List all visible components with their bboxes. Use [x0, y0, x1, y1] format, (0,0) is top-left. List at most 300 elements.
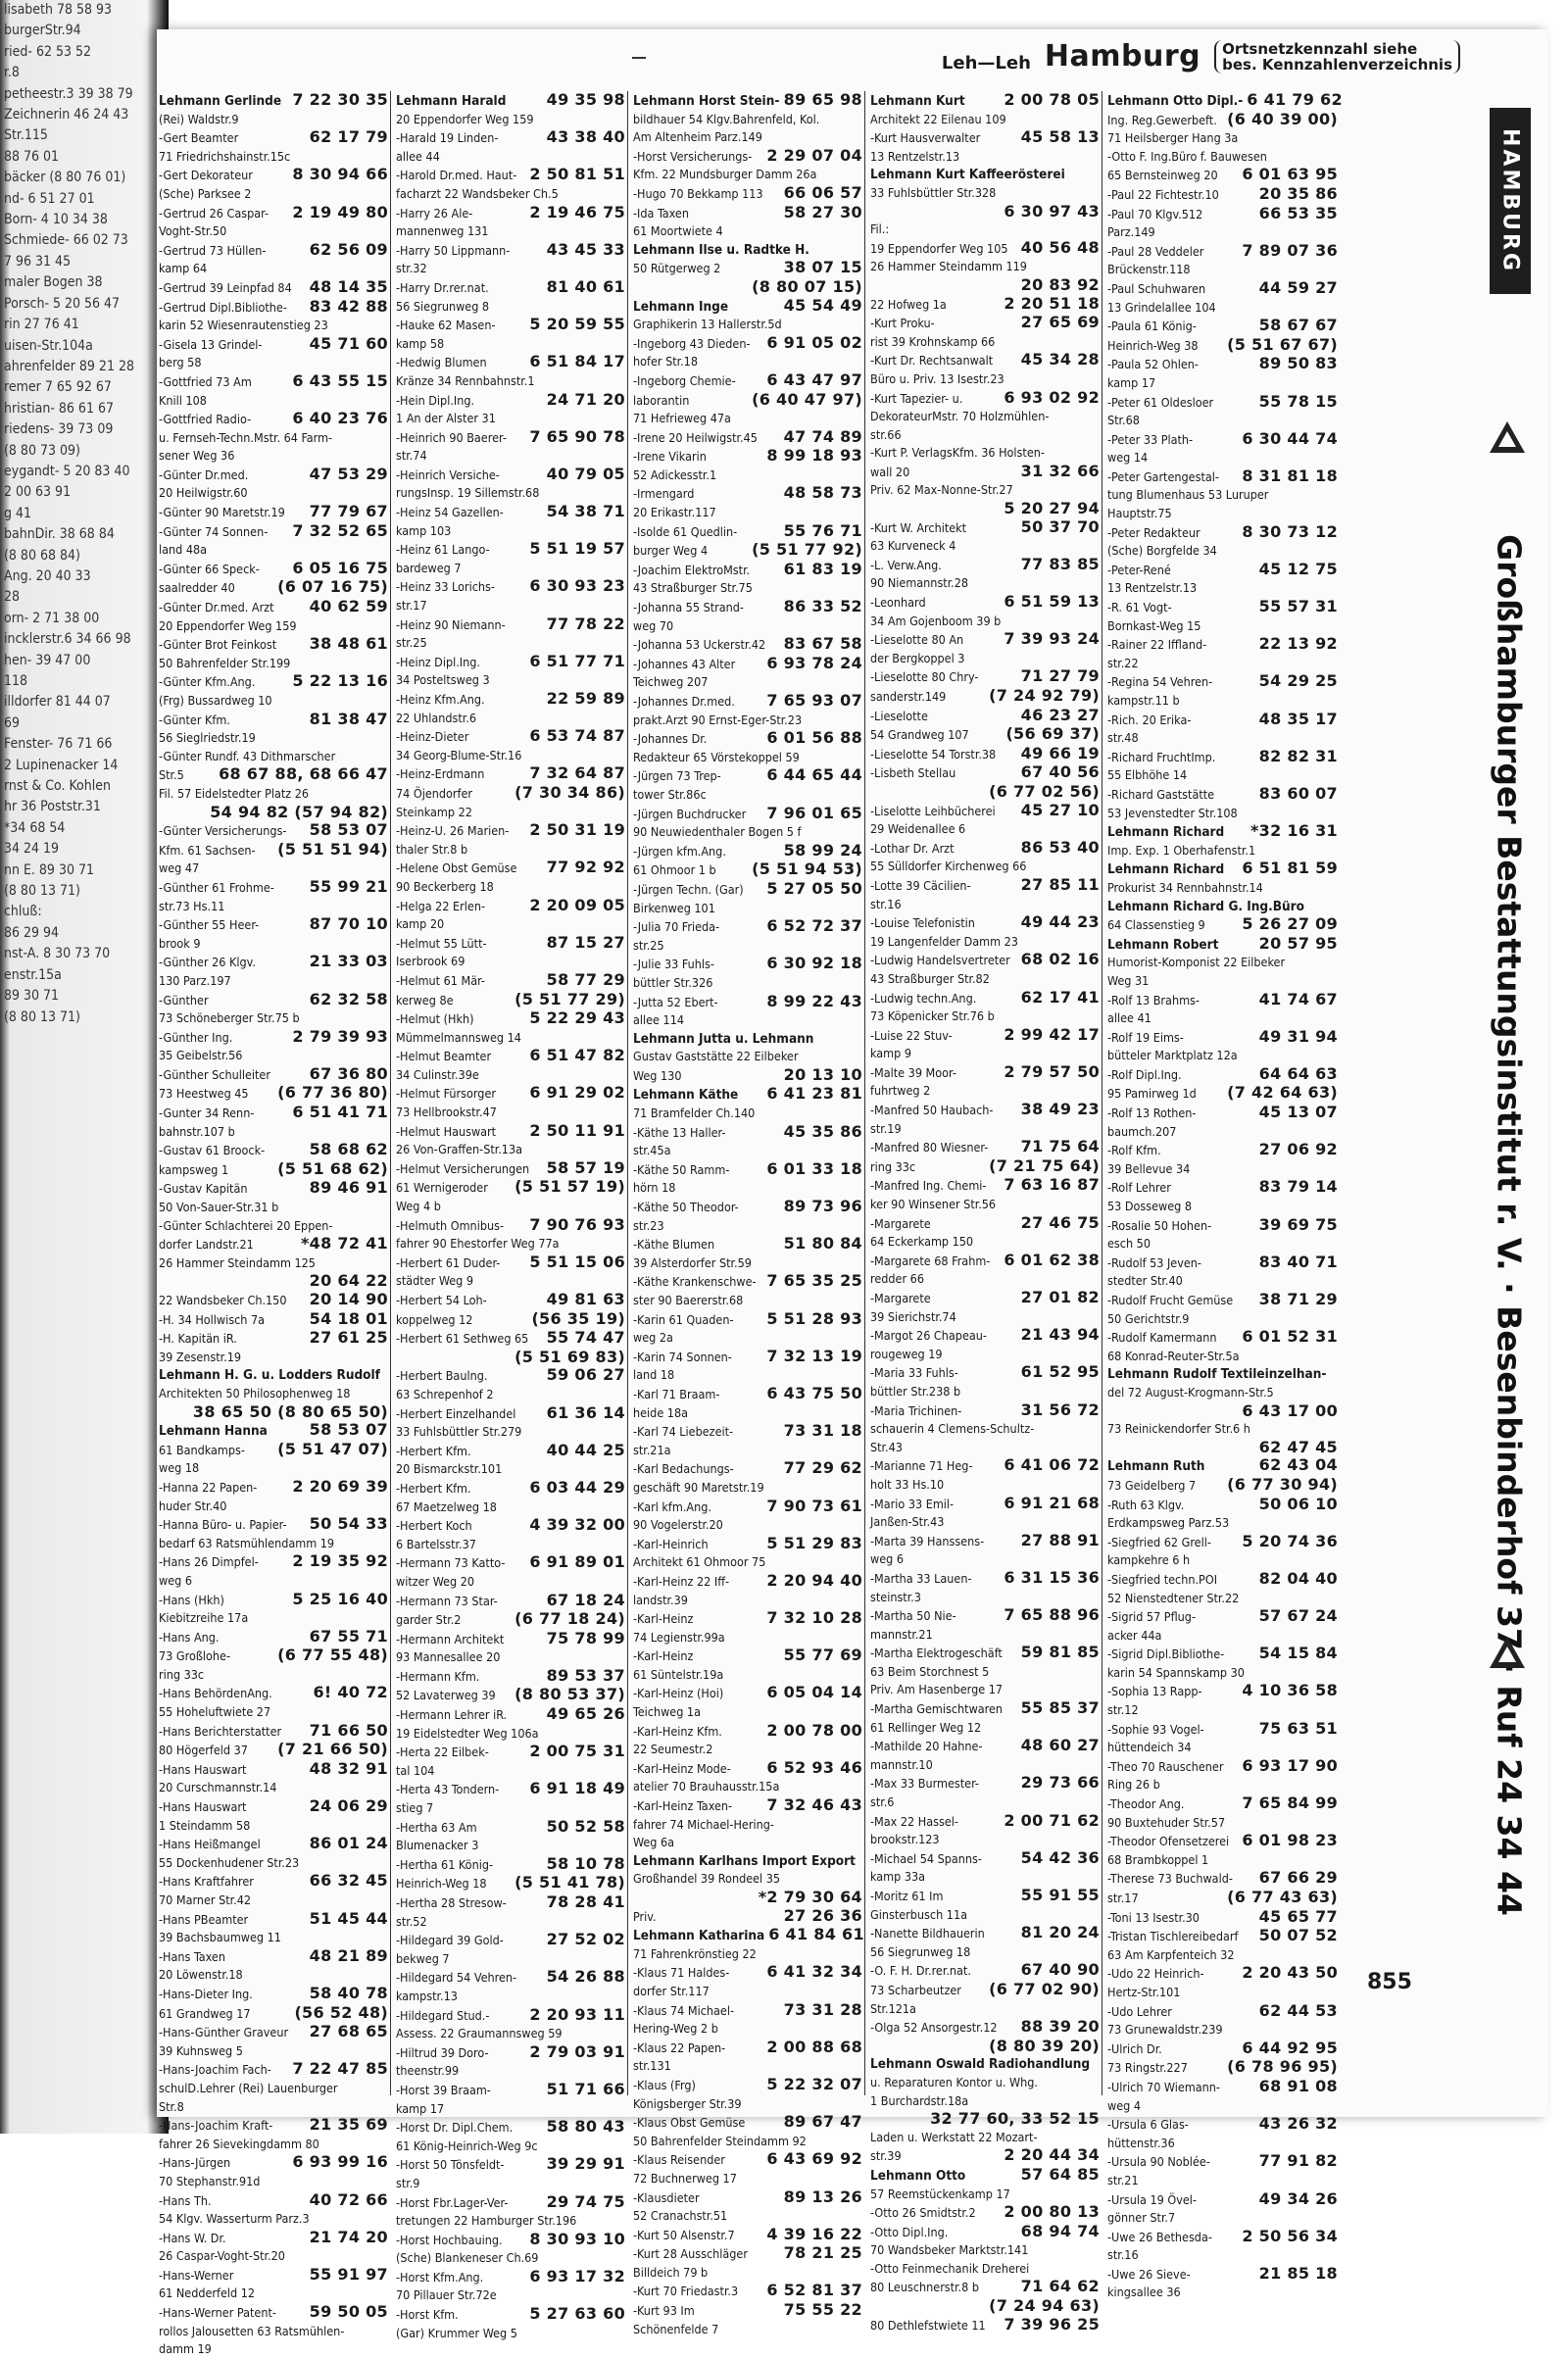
listing-entry	[633, 617, 862, 636]
listing-entry	[870, 2260, 1100, 2279]
entry-phone: 55 91 55	[1020, 1886, 1100, 1904]
entry-phone: 4 10 36 58	[1242, 1681, 1338, 1700]
entry-phone: 5 22 32 07	[766, 2074, 862, 2093]
entry-phone: 62 44 53	[1258, 2000, 1338, 2020]
entry-text: 53 Jevenstedter Str.108	[1107, 805, 1238, 820]
listing-entry	[633, 2301, 862, 2321]
entry-text: -Karl-Heinz Mode-	[633, 1760, 731, 1776]
entry-phone: 2 50 11 91	[529, 1120, 625, 1140]
entry-text: kamp 17	[396, 2100, 445, 2116]
entry-text: Humorist-Komponist 22 Eilbeker	[1107, 955, 1286, 970]
listing-entry	[633, 1703, 862, 1722]
listing-entry	[159, 1478, 388, 1498]
entry-phone: (8 80 53 37)	[514, 1685, 625, 1704]
entry-phone: 8 30 73 12	[1242, 521, 1338, 541]
listing-entry	[870, 1981, 1100, 2000]
listing-entry	[396, 2043, 625, 2063]
entry-phone: 7 90 73 61	[766, 1496, 862, 1515]
listing-entry	[159, 1141, 388, 1160]
gutter-line: 2 00 63 91	[4, 484, 72, 501]
listing-entry	[870, 1699, 1100, 1719]
advert-banner	[1475, 470, 1544, 1980]
listing-entry	[396, 1366, 625, 1386]
listing-entry	[870, 989, 1100, 1008]
listing-entry	[396, 2100, 625, 2119]
listing-entry	[1107, 467, 1338, 487]
entry-phone: 6 05 04 14	[766, 1683, 862, 1702]
entry-text: -Ulrich Dr.	[1107, 2040, 1162, 2056]
listing-entry	[633, 673, 862, 692]
entry-phone: 67 36 80	[309, 1063, 388, 1083]
area-code-note-line1: Ortsnetzkennzahl siehe	[1222, 40, 1418, 58]
listing-entry	[1107, 505, 1338, 523]
gutter-line: (8 80 13 71)	[4, 883, 80, 900]
listing-entry	[633, 805, 862, 824]
listing-entry	[1107, 672, 1338, 692]
gutter-line: 34 24 19	[4, 841, 60, 858]
entry-text: 35 Geibelstr.56	[159, 1048, 243, 1063]
listing-entry	[633, 541, 862, 561]
entry-text: -Horst Versicherungs-	[633, 148, 753, 164]
listing-entry	[159, 503, 388, 522]
entry-text: str.17	[396, 598, 427, 614]
entry-text: Fil.:	[870, 221, 890, 237]
listing-entry	[159, 635, 388, 655]
listing-entry	[1107, 2115, 1338, 2135]
listing-entry	[159, 711, 388, 730]
listing-entry	[159, 2285, 388, 2303]
entry-phone: 38 71 29	[1258, 1290, 1338, 1308]
listing-entry	[159, 1235, 388, 1254]
listing-entry	[159, 915, 388, 935]
gutter-line: riedens- 39 73 09	[4, 421, 114, 438]
listing-entry	[1107, 2078, 1338, 2097]
entry-phone: 6 30 44 74	[1242, 428, 1338, 448]
entry-phone: 5 25 16 40	[292, 1589, 388, 1608]
entry-phone: 2 00 88 68	[766, 2037, 862, 2056]
listing-entry	[159, 185, 388, 204]
entry-text: -Günther	[159, 992, 209, 1007]
entry-text: 19 Eppendorfer Weg 105	[870, 240, 1008, 256]
entry-text: -Hermann 73 Star-	[396, 1593, 498, 1608]
gutter-line: 28	[4, 589, 21, 606]
listing-entry	[396, 1235, 625, 1253]
entry-text: schulD.Lehrer (Rei) Lauenburger	[159, 2080, 338, 2095]
listing-entry	[1107, 1272, 1338, 1291]
gutter-line: 69	[4, 714, 21, 731]
listing-entry	[159, 1741, 388, 1760]
listing-entry	[870, 2092, 1100, 2111]
entry-phone: 62 17 41	[1020, 987, 1100, 1007]
entry-phone: 29 74 75	[546, 2191, 625, 2211]
entry-text: 50 Bahrenfelder Str.199	[159, 655, 291, 670]
entry-text: -Sigrid Dipl.Bibliothe-	[1107, 1646, 1225, 1662]
listing-entry	[1107, 598, 1338, 617]
entry-text: rungsInsp. 19 Sillemstr.68	[396, 485, 540, 501]
listing-entry	[870, 896, 1100, 914]
entry-phone: 43 45 33	[546, 239, 625, 259]
listing-entry	[396, 1216, 625, 1236]
entry-phone: 54 94 82 (57 94 82)	[210, 802, 388, 821]
entry-phone: 73 31 18	[783, 1421, 862, 1441]
entry-text: Lehmann Robert	[1107, 936, 1219, 953]
entry-text: Erdkampsweg Parz.53	[1107, 1515, 1230, 1531]
listing-entry	[1107, 1832, 1338, 1851]
listing-entry	[159, 2303, 388, 2323]
entry-text: weg 6	[159, 1572, 192, 1588]
listing-entry	[870, 630, 1100, 650]
entry-text: Voght-Str.50	[159, 223, 227, 239]
listing-entry	[633, 993, 862, 1012]
listing-entry	[396, 111, 625, 129]
region-tab	[1490, 108, 1531, 294]
entry-phone: *2 79 30 64	[758, 1888, 862, 1906]
entry-phone: 6 52 81 37	[766, 2281, 862, 2300]
entry-text: kamp 64	[159, 261, 208, 276]
entry-text: (Sche) Borgfelde 34	[1107, 543, 1217, 559]
entry-text: berg 58	[159, 355, 202, 370]
entry-text: Kfm. 22 Mundsburger Damm 26a	[633, 167, 817, 182]
entry-text: -Siegfried techn.POI	[1107, 1571, 1218, 1587]
entry-text: -Rainer 22 Iffland-	[1107, 637, 1207, 653]
listing-entry	[1107, 223, 1338, 242]
listing-entry	[870, 203, 1100, 221]
listing-entry	[159, 298, 388, 318]
listing-entry	[1107, 2284, 1338, 2302]
entry-phone: 55 99 21	[309, 876, 388, 896]
entry-text: 61 Grandweg 17	[159, 2005, 251, 2021]
entry-text: weg 14	[1107, 450, 1149, 466]
entry-phone: 46 23 27	[1020, 705, 1100, 724]
entry-phone: 2 20 09 05	[529, 895, 625, 914]
listing-entry	[633, 1030, 862, 1049]
entry-text: -Rolf Dipl.Ing.	[1107, 1066, 1182, 1082]
entry-phone: 22 13 92	[1258, 634, 1338, 654]
entry-text: 64 Classenstieg 9	[1107, 917, 1205, 933]
entry-text: ring 33c	[870, 1158, 916, 1174]
listing-entry	[1107, 1908, 1338, 1928]
listing-entry	[633, 1629, 862, 1647]
listing-entry	[159, 1910, 388, 1930]
listing-column-1	[157, 90, 391, 2357]
entry-text: Teichweg 207	[633, 674, 709, 690]
listing-entry	[870, 1157, 1100, 1177]
entry-text: Kfm. 61 Sachsen-	[159, 842, 256, 858]
listing-entry	[633, 2264, 862, 2283]
entry-text: -Mathilde 20 Hahne-	[870, 1739, 983, 1754]
listing-entry	[1107, 1420, 1338, 1439]
listing-entry	[870, 1906, 1100, 1925]
entry-text: -Regina 54 Vehren-	[1107, 674, 1213, 690]
entry-text: kampsweg 1	[159, 1161, 229, 1177]
entry-text: str.25	[396, 635, 427, 651]
listing-entry	[159, 484, 388, 503]
entry-text: 56 Siegrunweg 18	[870, 1943, 971, 1959]
listing-entry	[633, 1963, 862, 1983]
listing-entry	[1107, 1964, 1338, 1984]
listing-entry	[870, 1849, 1100, 1869]
entry-text: -Harald 19 Linden-	[396, 130, 499, 146]
entry-phone: 41 74 67	[1258, 989, 1338, 1008]
entry-text: 26 Hammer Steindamm 119	[870, 259, 1027, 274]
listing-entry	[870, 333, 1100, 352]
entry-phone: 77 83 85	[1020, 554, 1100, 573]
entry-phone: 20 64 22	[309, 1271, 388, 1291]
entry-text: str.32	[396, 261, 427, 276]
listing-entry	[870, 1007, 1100, 1026]
entry-text: 73 Köpenicker Str.76 b	[870, 1008, 995, 1024]
entry-phone: 62 32 58	[309, 989, 388, 1008]
entry-phone: 58 53 07	[309, 820, 388, 840]
listing-entry	[159, 1872, 388, 1892]
listing-entry	[396, 353, 625, 372]
listing-entry	[159, 1591, 388, 1610]
entry-phone: 66 32 45	[309, 1871, 388, 1891]
entry-phone: (5 51 77 92)	[752, 540, 862, 560]
listing-entry	[870, 426, 1100, 445]
entry-text: 68 Brambkoppel 1	[1107, 1851, 1209, 1867]
listing-entry	[633, 1442, 862, 1460]
listing-entry	[396, 2325, 625, 2343]
entry-text: Str.43	[870, 1439, 903, 1454]
listing-entry	[1107, 1439, 1338, 1457]
entry-text: -Paul Schuhwaren	[1107, 280, 1206, 296]
listing-entry	[633, 823, 862, 842]
entry-text: -Margarete	[870, 1291, 931, 1305]
entry-text: (Frg) Bussardweg 10	[159, 693, 272, 708]
entry-text: -Ursula 6 Glas-	[1107, 2117, 1189, 2133]
entry-text: -O. F. H. Dr.rer.nat.	[870, 1963, 971, 1979]
entry-text: -Ludwig techn.Ang.	[870, 990, 977, 1006]
listing-entry	[396, 821, 625, 841]
entry-phone: (56 35 19)	[531, 1308, 625, 1328]
entry-phone: (7 21 75 64)	[989, 1155, 1100, 1175]
listing-entry	[633, 147, 862, 167]
listing-entry	[159, 1104, 388, 1123]
entry-phone: 6 93 17 90	[1242, 1755, 1338, 1775]
listing-entry	[870, 1196, 1100, 1214]
listing-entry	[1107, 1291, 1338, 1310]
entry-phone: 55 91 97	[309, 2264, 388, 2284]
listing-entry	[870, 707, 1100, 726]
entry-phone: 6 52 72 37	[766, 916, 862, 936]
listing-entry	[633, 712, 862, 730]
entry-text: 55 Elbhöhe 14	[1107, 767, 1188, 783]
entry-text: 53 Dosseweg 8	[1107, 1199, 1193, 1214]
entry-phone: 5 22 29 43	[529, 1008, 625, 1028]
listing-entry	[159, 821, 388, 841]
listing-entry	[633, 1983, 862, 2001]
entry-text: -Günter Rundf. 43 Dithmarscher	[159, 748, 336, 763]
entry-text: 95 Pamirweg 1d	[1107, 1086, 1197, 1102]
entry-text: -Johanna 55 Strand-	[633, 600, 744, 615]
listing-entry	[870, 876, 1100, 896]
entry-phone: 55 76 71	[783, 520, 862, 540]
listing-entry	[633, 128, 862, 147]
entry-text: -Hans Hauswart	[159, 1799, 247, 1815]
entry-phone: 6 41 06 72	[1004, 1455, 1100, 1475]
listing-entry	[633, 1834, 862, 1852]
listing-entry	[1107, 1570, 1338, 1590]
listing-entry	[870, 2241, 1100, 2260]
listing-entry	[1107, 1496, 1338, 1515]
entry-text: str.22	[1107, 655, 1139, 670]
listing-entry	[159, 1160, 388, 1180]
entry-text: 61 König-Heinrich-Weg 9c	[396, 2138, 538, 2153]
entry-phone: 6 30 97 43	[1004, 201, 1100, 221]
entry-phone: (6 77 30 94)	[1227, 1474, 1338, 1494]
listing-entry	[396, 2268, 625, 2287]
entry-phone: 7 32 46 43	[766, 1795, 862, 1815]
listing-entry	[870, 389, 1100, 409]
listing-entry	[1107, 805, 1338, 823]
entry-phone: 7 96 01 65	[766, 803, 862, 822]
entry-text: -Hans-Günther Graveur	[159, 2025, 289, 2040]
entry-phone: 8 31 81 18	[1242, 466, 1338, 485]
listing-entry	[396, 991, 625, 1010]
entry-text: -Helmut Hauswart	[396, 1123, 497, 1139]
entry-text: -Johanna 53 Uckerstr.42	[633, 637, 766, 653]
entry-text: 73 Ringstr.227	[1107, 2060, 1188, 2076]
listing-entry	[396, 597, 625, 615]
listing-entry	[159, 260, 388, 278]
entry-text: 22 Uhlandstr.6	[396, 710, 476, 725]
entry-phone: 58 99 24	[783, 840, 862, 860]
entry-text: 50 Rütgerweg 2	[633, 261, 721, 276]
entry-phone: 68 91 08	[1258, 2076, 1338, 2095]
entry-text: Gustav Gaststätte 22 Eilbeker	[633, 1049, 799, 1064]
listing-entry	[633, 2321, 862, 2339]
entry-phone: 8 30 94 66	[292, 165, 388, 184]
listing-entry	[633, 1592, 862, 1610]
entry-text: Lehmann Otto Dipl.-	[1107, 93, 1244, 109]
gutter-line: uisen-Str.104a	[4, 337, 93, 354]
listing-columns	[157, 90, 1382, 2357]
entry-phone: 55 74 47	[546, 1328, 625, 1348]
entry-text: 55 Dockenhudener Str.23	[159, 1854, 300, 1870]
entry-text: 71 Friedrichshainstr.15c	[159, 148, 291, 164]
entry-phone: 55 77 69	[783, 1646, 862, 1665]
entry-text: (Sche) Blankeneser Ch.69	[396, 2250, 539, 2266]
entry-phone: 6 51 81 59	[1242, 859, 1338, 878]
listing-entry	[396, 278, 625, 298]
listing-entry	[870, 295, 1100, 315]
listing-entry	[1107, 486, 1338, 505]
entry-text: -Hertha 61 König-	[396, 1856, 494, 1872]
listing-entry	[159, 1403, 388, 1422]
entry-phone: 7 32 52 65	[292, 520, 388, 540]
entry-text: -Karl-Heinz	[633, 1611, 694, 1627]
side-margin	[1382, 59, 1529, 2019]
listing-entry	[633, 1666, 862, 1685]
entry-text: -Horst Fbr.Lager-Ver-	[396, 2194, 509, 2210]
entry-phone: 59 81 85	[1020, 1643, 1100, 1662]
entry-phone: 62 47 45	[1258, 1437, 1338, 1456]
entry-text: -Uwe 26 Bethesda-	[1107, 2229, 1212, 2244]
entry-phone: 57 67 24	[1258, 1606, 1338, 1626]
listing-entry	[870, 2223, 1100, 2242]
entry-phone: 5 51 29 83	[766, 1533, 862, 1552]
entry-text: 20 Bismarckstr.101	[396, 1461, 503, 1477]
entry-phone: 6 51 84 17	[529, 352, 625, 371]
entry-phone: 7 32 13 19	[766, 1346, 862, 1365]
listing-entry	[159, 2173, 388, 2191]
listing-entry	[1107, 2228, 1338, 2247]
listing-entry	[1107, 90, 1343, 111]
entry-phone: 67 66 29	[1258, 1868, 1338, 1888]
listing-entry	[159, 748, 388, 766]
listing-entry	[1107, 1551, 1338, 1570]
listing-entry	[1107, 1645, 1338, 1664]
entry-text: geschäft 90 Maretstr.19	[633, 1479, 764, 1495]
gutter-line: bahnDir. 38 68 84	[4, 526, 115, 543]
listing-entry	[870, 463, 1100, 482]
listing-entry	[633, 1516, 862, 1535]
entry-phone: 6 43 55 15	[292, 370, 388, 390]
entry-text: -Herbert Kfm.	[396, 1443, 471, 1458]
listing-entry	[396, 2231, 625, 2250]
entry-text: kerweg 8e	[396, 992, 454, 1007]
listing-entry	[396, 391, 625, 411]
listing-entry	[870, 239, 1100, 259]
listing-entry	[870, 1346, 1100, 1364]
listing-entry	[870, 820, 1100, 839]
entry-text: -Isolde 61 Quedlin-	[633, 523, 738, 539]
entry-phone: 6 93 17 32	[529, 2266, 625, 2285]
entry-text: -Günther 26 Klgv.	[159, 955, 256, 970]
listing-entry	[1107, 1533, 1338, 1552]
entry-phone: 6 93 02 92	[1004, 387, 1100, 407]
entry-text: allee 114	[633, 1012, 685, 1028]
entry-text: laborantin	[633, 392, 690, 408]
listing-entry	[159, 111, 388, 129]
listing-entry	[159, 2042, 388, 2061]
entry-text: baumch.207	[1107, 1123, 1177, 1139]
entry-text: -Hans Kraftfahrer	[159, 1874, 254, 1890]
entry-text: Lehmann Jutta u. Lehmann	[633, 1030, 814, 1047]
listing-entry	[870, 745, 1100, 764]
entry-text: -Rolf 13 Rothen-	[1107, 1106, 1197, 1121]
gutter-line: Schmiede- 66 02 73	[4, 232, 128, 249]
listing-entry	[633, 1404, 862, 1423]
entry-text: -Heinz 54 Gazellen-	[396, 505, 504, 520]
entry-text: -Rolf 13 Brahms-	[1107, 992, 1200, 1007]
listing-entry	[159, 1028, 388, 1048]
listing-entry	[1107, 692, 1338, 711]
listing-entry	[396, 934, 625, 954]
listing-entry	[633, 2076, 862, 2095]
entry-text: -Hauke 62 Masen-	[396, 318, 496, 333]
entry-phone: 20 13 10	[783, 1064, 862, 1084]
entry-phone: 6 91 29 02	[529, 1083, 625, 1103]
entry-text: brookstr.123	[870, 1832, 940, 1847]
entry-text: -Leonhard	[870, 595, 926, 611]
entry-phone: 48 35 17	[1258, 709, 1338, 728]
entry-phone: 4 39 16 22	[766, 2224, 862, 2243]
listing-entry	[870, 370, 1100, 389]
entry-text: -Jürgen 73 Trep-	[633, 768, 721, 784]
entry-phone: 27 68 65	[309, 2022, 388, 2041]
entry-text: -Karl kfm.Ang.	[633, 1499, 711, 1514]
listing-entry	[633, 316, 862, 334]
entry-text: -Rosalie 50 Hohen-	[1107, 1217, 1212, 1233]
entry-phone: 40 79 05	[546, 464, 625, 483]
listing-entry	[396, 166, 625, 185]
listing-entry	[159, 91, 388, 111]
entry-phone: 2 00 71 62	[1004, 1810, 1100, 1830]
entry-phone: 5 22 13 16	[292, 671, 388, 691]
entry-text: -Maria Trichinen-	[870, 1402, 962, 1418]
